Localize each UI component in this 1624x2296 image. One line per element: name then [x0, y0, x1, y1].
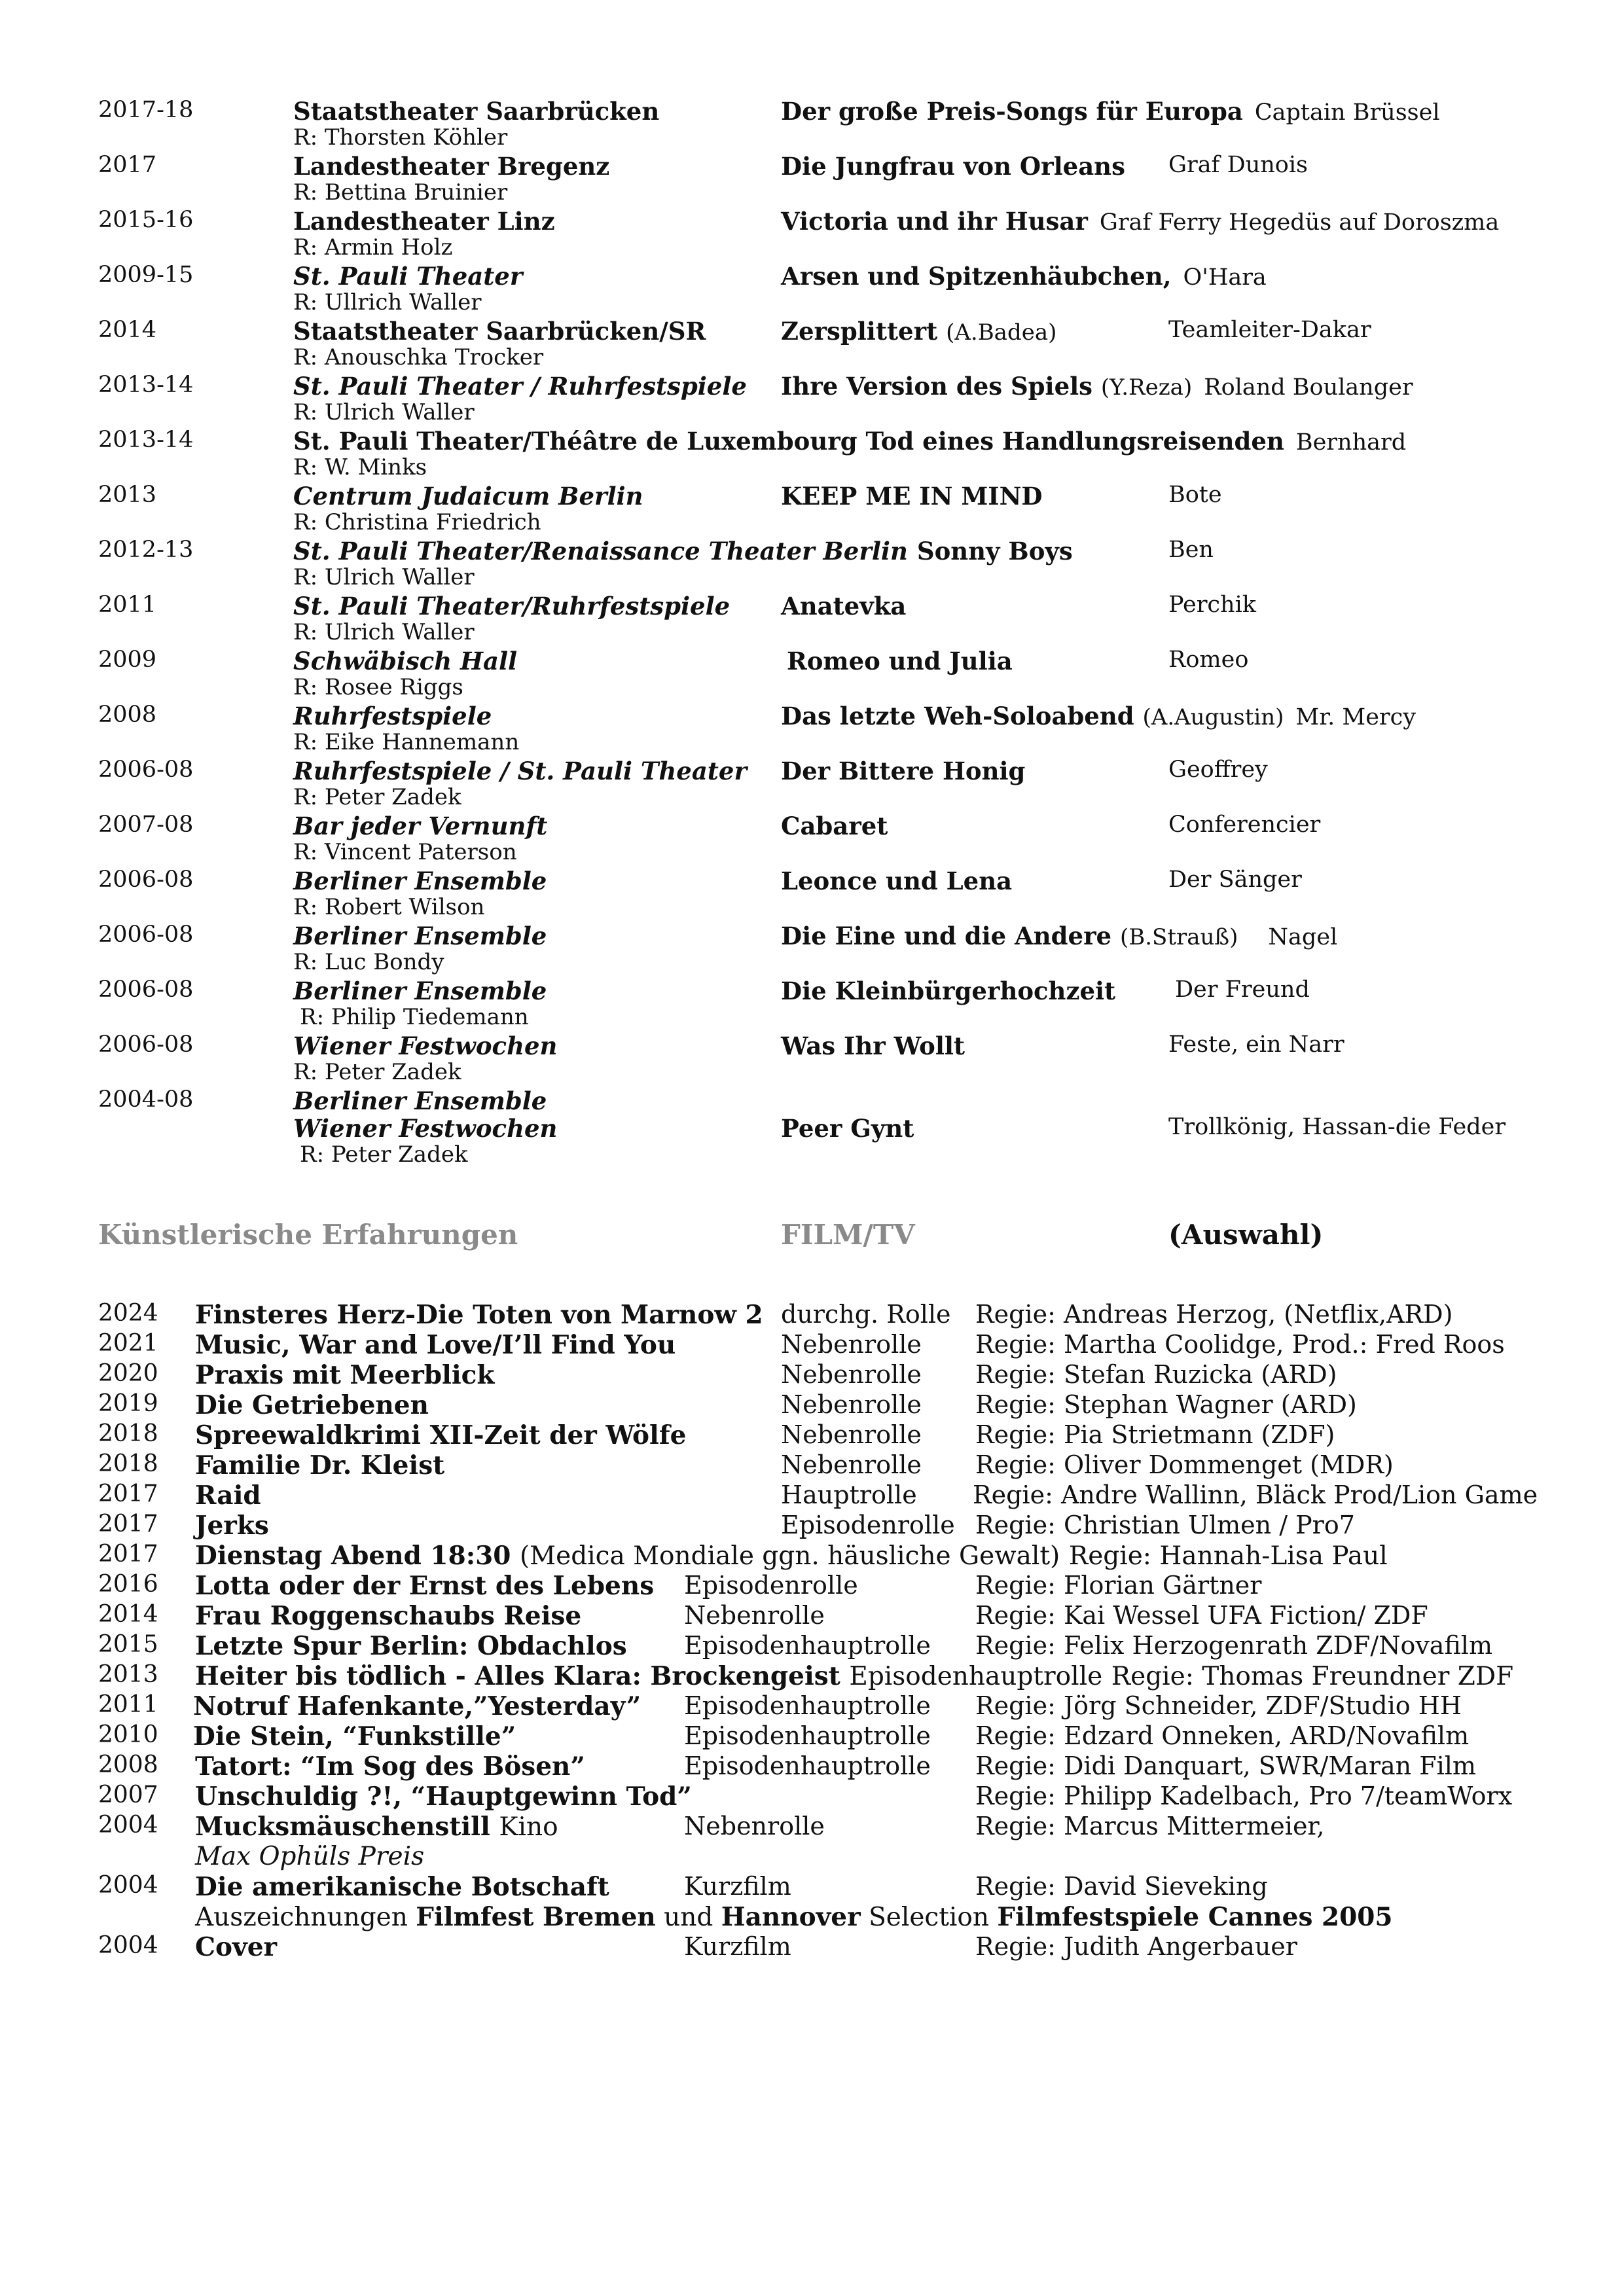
film-year: 2017: [98, 1511, 158, 1537]
entry-venue: Berliner Ensemble: [293, 1086, 547, 1115]
entry-director: R: Ulrich Waller: [293, 399, 475, 425]
film-entry-subline: [98, 1902, 1571, 1932]
film-director: Regie: Marcus Mittermeier,: [975, 1812, 1325, 1840]
film-role-type: Nebenrolle: [684, 1601, 825, 1630]
entry-director: R: Vincent Paterson: [293, 839, 517, 865]
film-entry: [98, 1721, 1571, 1751]
theatre-entry: [98, 757, 1551, 812]
film-entry: [98, 1300, 1571, 1330]
film-role-type: Hauptrolle: [781, 1480, 917, 1509]
theatre-entry: [98, 647, 1551, 702]
film-year: 2020: [98, 1360, 158, 1387]
film-year: 2019: [98, 1390, 158, 1417]
film-title: Jerks: [195, 1511, 269, 1541]
section-note: (Auswahl): [1168, 1219, 1324, 1251]
entry-year: 2006-08: [98, 922, 194, 948]
film-role-type: Kurzfilm: [684, 1872, 791, 1901]
theatre-entry: [98, 812, 1551, 867]
film-year: 2024: [98, 1300, 158, 1327]
entry-venue: Landestheater Bregenz: [293, 152, 610, 181]
film-entry: [98, 1751, 1571, 1782]
film-director: Regie: Pia Strietmann (ZDF): [975, 1420, 1335, 1449]
entry-year: 2017-18: [98, 97, 194, 123]
entry-venue: Berliner Ensemble: [293, 922, 547, 950]
film-title: Die amerikanische Botschaft: [195, 1872, 609, 1902]
entry-play: Die Eine und die Andere (B.Strauß) Nagel: [781, 922, 1338, 950]
film-role-type: Episodenhauptrolle: [684, 1691, 931, 1720]
entry-play: Ihre Version des Spiels (Y.Reza) Roland Boulanger: [781, 372, 1413, 401]
entry-venue: Centrum Judaicum Berlin: [293, 482, 643, 511]
film-entry: [98, 1390, 1571, 1420]
theatre-entry: [98, 152, 1551, 207]
entry-year: 2008: [98, 702, 157, 728]
film-entry: [98, 1420, 1571, 1450]
film-director: Regie: Andre Wallinn, Bläck Prod/Lion Game: [973, 1480, 1538, 1509]
film-entry: [98, 1782, 1571, 1812]
film-director: Regie: Stefan Ruzicka (ARD): [975, 1360, 1337, 1389]
film-awards: Auszeichnungen Filmfest Bremen und Hannover Selection Filmfestspiele Cannes 2005: [195, 1902, 1393, 1932]
entry-venue: Wiener Festwochen: [293, 1031, 558, 1060]
film-entry: [98, 1360, 1571, 1390]
entry-director: R: Christina Friedrich: [293, 509, 541, 535]
film-title: Cover: [195, 1932, 278, 1962]
film-role-type: Nebenrolle: [781, 1360, 922, 1389]
film-entry: [98, 1661, 1571, 1691]
entry-director: R: Armin Holz: [293, 234, 453, 260]
entry-year: 2012-13: [98, 537, 194, 563]
film-year: 2007: [98, 1782, 158, 1808]
entry-role: Perchik: [1168, 592, 1256, 618]
film-director: Regie: Christian Ulmen / Pro7: [975, 1511, 1355, 1539]
entry-director: R: Luc Bondy: [293, 949, 444, 975]
entry-venue: Ruhrfestspiele / St. Pauli Theater: [293, 757, 747, 785]
entry-role: Der Freund: [1175, 977, 1310, 1003]
film-entry: [98, 1631, 1571, 1661]
entry-role: Bote: [1168, 482, 1222, 508]
theatre-entry: [98, 427, 1551, 482]
entry-year: 2009-15: [98, 262, 194, 288]
film-entry: [98, 1932, 1571, 1962]
entry-director: R: Rosee Riggs: [293, 674, 463, 700]
entry-year: 2009: [98, 647, 157, 673]
entry-play: Das letzte Weh-Soloabend (A.Augustin) Mr. Mercy: [781, 702, 1416, 730]
film-year: 2004: [98, 1872, 158, 1899]
theatre-entry: [98, 702, 1551, 757]
entry-director: R: Robert Wilson: [293, 894, 485, 920]
film-role-type: Nebenrolle: [684, 1812, 825, 1840]
theatre-entry: [98, 262, 1551, 317]
film-entry-subline: [98, 1842, 1571, 1872]
entry-venue: Staatstheater Saarbrücken/SR: [293, 317, 706, 346]
film-director: Regie: Hannah-Lisa Paul: [1068, 1541, 1388, 1571]
entry-role: Nagel: [1268, 924, 1338, 950]
entry-director: R: Anouschka Trocker: [293, 344, 544, 370]
film-title: Tatort: “Im Sog des Bösen”: [195, 1751, 585, 1782]
entry-play: Der Bittere Honig: [781, 757, 1026, 785]
film-title: Frau Roggenschaubs Reise: [195, 1601, 582, 1631]
film-entry: [98, 1511, 1571, 1541]
film-note: (Medica Mondiale ggn. häusliche Gewalt): [519, 1541, 1060, 1571]
film-role-type: Episodenhauptrolle: [684, 1631, 931, 1660]
entry-role: Ben: [1168, 537, 1214, 563]
theatre-list: [98, 97, 1551, 1169]
theatre-entry: [98, 1031, 1551, 1086]
entry-play: KEEP ME IN MIND: [781, 482, 1043, 511]
theatre-entry: [98, 977, 1551, 1031]
entry-play: Leonce und Lena: [781, 867, 1013, 895]
entry-role: Bernhard: [1295, 429, 1407, 456]
film-year: 2018: [98, 1450, 158, 1477]
entry-year: 2007-08: [98, 812, 194, 838]
film-title: Spreewaldkrimi XII-Zeit der Wölfe: [195, 1420, 687, 1450]
entry-role: Trollkönig, Hassan-die Feder: [1168, 1114, 1506, 1140]
film-role-type: Nebenrolle: [781, 1390, 922, 1419]
film-director: Regie: Florian Gärtner: [975, 1571, 1262, 1600]
entry-year: 2015-16: [98, 207, 194, 233]
theatre-entry: [98, 317, 1551, 372]
film-role-type: Episodenhauptrolle: [684, 1721, 931, 1750]
film-director: Regie: Felix Herzogenrath ZDF/Novafilm: [975, 1631, 1492, 1660]
entry-play: Zersplittert (A.Badea): [781, 317, 1057, 346]
film-director: Regie: Jörg Schneider, ZDF/Studio HH: [975, 1691, 1462, 1720]
film-title: Finsteres Herz-Die Toten von Marnow 2: [195, 1300, 763, 1330]
entry-venue: Bar jeder Vernunft: [293, 812, 548, 840]
entry-play: Victoria und ihr Husar Graf Ferry Hegedüs auf Doroszma: [781, 207, 1500, 236]
entry-year: 2011: [98, 592, 157, 618]
entry-venue: St. Pauli Theater/Renaissance Theater Berlin Sonny Boys: [293, 537, 1073, 565]
film-award: Max Ophüls Preis: [195, 1842, 425, 1871]
theatre-entry: [98, 867, 1551, 922]
film-year: 2014: [98, 1601, 158, 1628]
film-list: [98, 1300, 1571, 1962]
film-director: Regie: Oliver Dommenget (MDR): [975, 1450, 1394, 1479]
film-title: Letzte Spur Berlin: Obdachlos: [195, 1631, 627, 1661]
film-year: 2018: [98, 1420, 158, 1447]
film-entry: [98, 1691, 1571, 1721]
entry-venue: Schwäbisch Hall: [293, 647, 518, 675]
theatre-entry: [98, 922, 1551, 977]
entry-venue: Berliner Ensemble: [293, 977, 547, 1005]
entry-director: R: Ulrich Waller: [293, 564, 475, 590]
entry-venue: Landestheater Linz: [293, 207, 555, 236]
entry-play: Die Kleinbürgerhochzeit: [781, 977, 1116, 1005]
entry-year: 2006-08: [98, 757, 194, 783]
film-director: Regie: Philipp Kadelbach, Pro 7/teamWorx: [975, 1782, 1513, 1810]
entry-role: Feste, ein Narr: [1168, 1031, 1344, 1058]
entry-venue: Berliner Ensemble: [293, 867, 547, 895]
film-entry: [98, 1601, 1571, 1631]
entry-play: Anatevka: [781, 592, 907, 620]
entry-play: Cabaret: [781, 812, 888, 840]
film-title: Die Stein, “Funkstille”: [193, 1721, 516, 1751]
theatre-entry: [98, 482, 1551, 537]
film-title: Music, War and Love/I’ll Find You: [195, 1330, 676, 1360]
entry-role: Conferencier: [1168, 812, 1321, 838]
entry-director: R: Ullrich Waller: [293, 289, 482, 315]
film-year: 2017: [98, 1480, 158, 1507]
film-director: Regie: Martha Coolidge, Prod.: Fred Roos: [975, 1330, 1505, 1359]
entry-director: R: Peter Zadek: [293, 1059, 461, 1085]
film-director: Regie: Thomas Freundner ZDF: [1111, 1662, 1514, 1691]
film-director: Regie: David Sieveking: [975, 1872, 1268, 1901]
film-director: Regie: Edzard Onneken, ARD/Novafilm: [975, 1721, 1470, 1750]
film-role-type: durchg. Rolle: [781, 1300, 951, 1329]
entry-year: 2014: [98, 317, 157, 343]
section-title: Künstlerische Erfahrungen: [98, 1219, 518, 1251]
film-title: Die Getriebenen: [195, 1390, 429, 1420]
section-category: FILM/TV: [781, 1219, 915, 1251]
entry-role: Mr. Mercy: [1295, 704, 1416, 730]
entry-year: 2013-14: [98, 372, 194, 398]
entry-play: Sonny Boys: [916, 537, 1073, 565]
film-director: Regie: Andreas Herzog, (Netflix,ARD): [975, 1300, 1453, 1329]
film-year: 2013: [98, 1661, 158, 1688]
entry-play: Der große Preis-Songs für Europa Captain Brüssel: [781, 97, 1440, 126]
film-year: 2016: [98, 1571, 158, 1598]
film-entry: [98, 1450, 1571, 1480]
entry-role: Geoffrey: [1168, 757, 1268, 783]
film-year: 2010: [98, 1721, 158, 1748]
film-title: Heiter bis tödlich - Alles Klara: Brockengeist Episodenhauptrolle Regie: Thomas Freundner ZDF: [195, 1661, 1514, 1691]
film-title: Dienstag Abend 18:30 (Medica Mondiale ggn. häusliche Gewalt) Regie: Hannah-Lisa Paul: [195, 1541, 1388, 1571]
entry-year: 2006-08: [98, 977, 194, 1003]
film-title: Familie Dr. Kleist: [195, 1450, 445, 1480]
theatre-entry: [98, 537, 1551, 592]
film-title: Raid: [195, 1480, 261, 1511]
entry-year: 2004-08: [98, 1086, 194, 1113]
film-year: 2004: [98, 1932, 158, 1959]
theatre-entry: [98, 1086, 1551, 1169]
entry-director: R: Peter Zadek: [293, 784, 461, 810]
entry-director: R: Eike Hannemann: [293, 729, 520, 755]
entry-role: Graf Dunois: [1168, 152, 1308, 178]
entry-role: Teamleiter-Dakar: [1168, 317, 1371, 343]
film-entry: [98, 1812, 1571, 1842]
film-role-type: Nebenrolle: [781, 1420, 922, 1449]
theatre-entry: [98, 207, 1551, 262]
film-year: 2011: [98, 1691, 158, 1718]
entry-venue: Ruhrfestspiele: [293, 702, 492, 730]
entry-venue: St. Pauli Theater / Ruhrfestspiele: [293, 372, 747, 401]
film-role-type: Episodenhauptrolle: [849, 1662, 1103, 1691]
entry-play: Was Ihr Wollt: [781, 1031, 965, 1060]
film-entry: [98, 1541, 1571, 1571]
entry-venue: St. Pauli Theater: [293, 262, 523, 291]
film-role-type: Episodenhauptrolle: [684, 1751, 931, 1780]
entry-play: Arsen und Spitzenhäubchen, O'Hara: [781, 262, 1267, 291]
entry-venue: St. Pauli Theater/Ruhrfestspiele: [293, 592, 731, 620]
entry-play: Romeo und Julia: [787, 647, 1013, 675]
film-title: Notruf Hafenkante,”Yesterday”: [193, 1691, 641, 1721]
entry-director: R: Peter Zadek: [300, 1141, 468, 1168]
entry-role: Graf Ferry Hegedüs auf Doroszma: [1099, 209, 1500, 236]
film-role-type: Nebenrolle: [781, 1450, 922, 1479]
entry-role: Captain Brüssel: [1254, 99, 1440, 126]
film-entry: [98, 1872, 1571, 1902]
film-note: Kino: [499, 1812, 558, 1842]
film-role-type: Kurzfilm: [684, 1932, 791, 1961]
film-title: Unschuldig ?!, “Hauptgewinn Tod”: [195, 1782, 692, 1812]
film-entry: [98, 1330, 1571, 1360]
film-role-type: Nebenrolle: [781, 1330, 922, 1359]
film-year: 2017: [98, 1541, 158, 1568]
entry-year: 2006-08: [98, 867, 194, 893]
entry-play: Die Jungfrau von Orleans: [781, 152, 1125, 181]
entry-director: R: Philip Tiedemann: [300, 1004, 529, 1030]
entry-role: Der Sänger: [1168, 867, 1302, 893]
film-role-type: Episodenrolle: [781, 1511, 955, 1539]
entry-year: 2013-14: [98, 427, 194, 453]
film-director: Regie: Didi Danquart, SWR/Maran Film: [975, 1751, 1476, 1780]
film-entry: [98, 1480, 1571, 1511]
theatre-entry: [98, 372, 1551, 427]
entry-play: Peer Gynt: [781, 1114, 914, 1143]
film-director: Regie: Kai Wessel UFA Fiction/ ZDF: [975, 1601, 1428, 1630]
film-section-header: [98, 1219, 1551, 1258]
film-year: 2008: [98, 1751, 158, 1778]
film-year: 2015: [98, 1631, 158, 1658]
entry-director: R: Thorsten Köhler: [293, 124, 508, 151]
entry-director: R: Bettina Bruinier: [293, 179, 508, 206]
theatre-entry: [98, 592, 1551, 647]
entry-role: Roland Boulanger: [1204, 374, 1413, 401]
entry-year: 2013: [98, 482, 157, 508]
film-title: Mucksmäuschenstill Kino: [195, 1812, 558, 1842]
entry-venue: Staatstheater Saarbrücken: [293, 97, 660, 126]
entry-venue-secondary: Wiener Festwochen: [293, 1114, 558, 1143]
entry-role: Romeo: [1168, 647, 1249, 673]
film-entry: [98, 1571, 1571, 1601]
theatre-entry: [98, 97, 1551, 152]
entry-year: 2006-08: [98, 1031, 194, 1058]
entry-director: R: W. Minks: [293, 454, 427, 480]
film-year: 2021: [98, 1330, 158, 1357]
film-role-type: Episodenrolle: [684, 1571, 858, 1600]
entry-director: R: Ulrich Waller: [293, 619, 475, 645]
film-title: Lotta oder der Ernst des Lebens: [195, 1571, 655, 1601]
film-title: Praxis mit Meerblick: [195, 1360, 495, 1390]
entry-role: O'Hara: [1183, 264, 1267, 291]
entry-year: 2017: [98, 152, 157, 178]
entry-venue: St. Pauli Theater/Théâtre de Luxembourg Tod eines Handlungsreisenden Bernhard: [293, 427, 1407, 456]
film-director: Regie: Judith Angerbauer: [975, 1932, 1297, 1961]
film-year: 2004: [98, 1812, 158, 1839]
film-director: Regie: Stephan Wagner (ARD): [975, 1390, 1357, 1419]
